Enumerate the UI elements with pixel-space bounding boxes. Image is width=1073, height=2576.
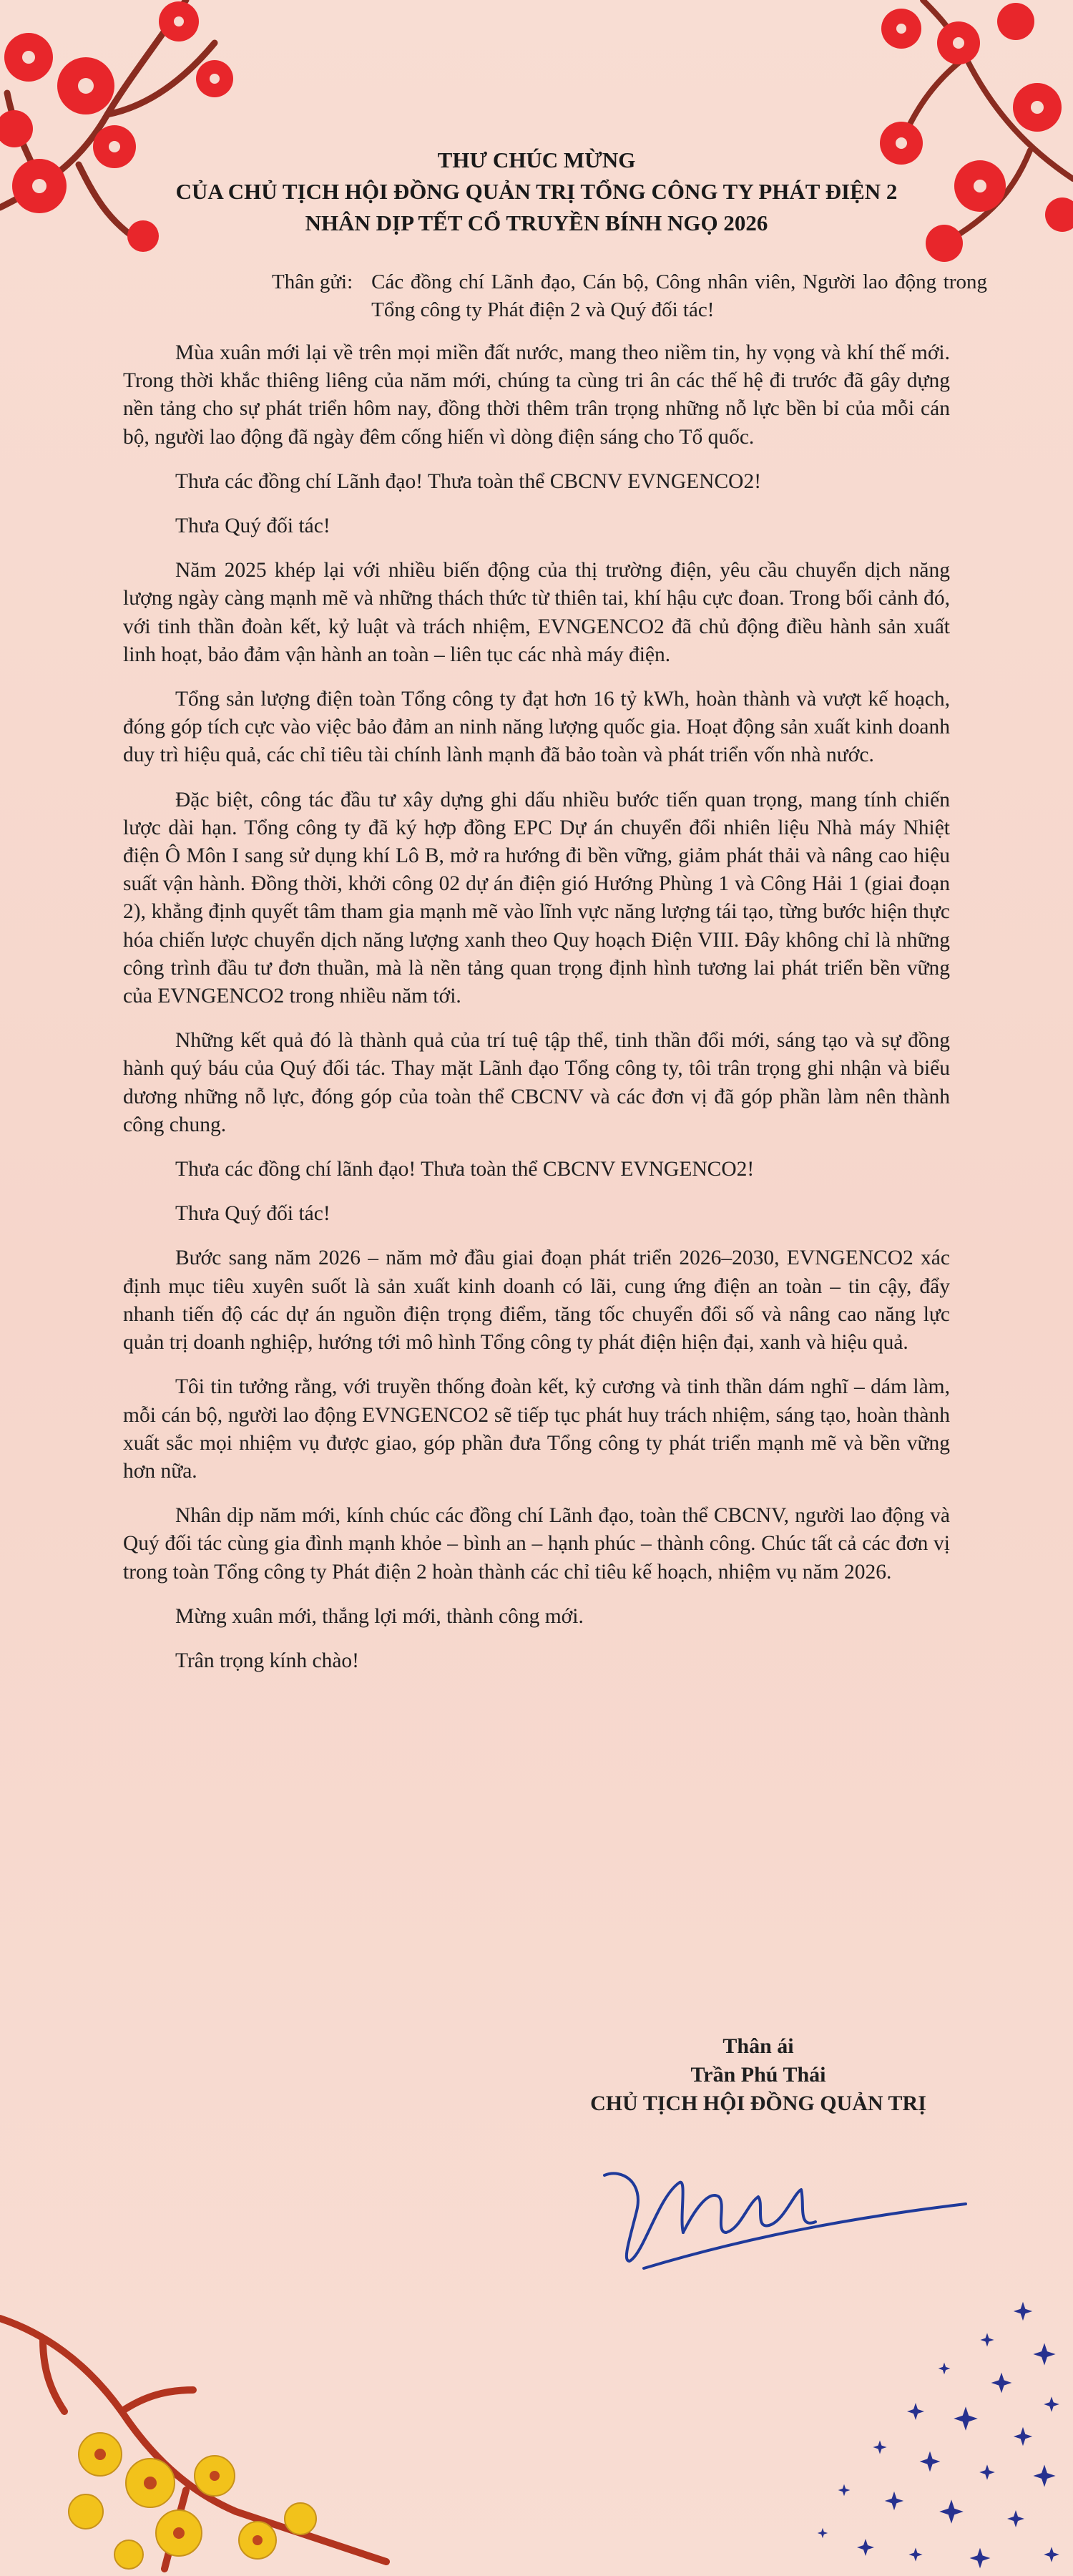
heading-subtitle-line-2: NHÂN DỊP TẾT CỔ TRUYỀN BÍNH NGỌ 2026: [305, 210, 768, 235]
letter-heading: [0, 145, 1073, 239]
plum-blossom-top-right-decoration: [858, 0, 1073, 286]
recipient-block: [272, 268, 987, 324]
apricot-blossom-bottom-left-decoration: [0, 2304, 401, 2576]
body-paragraph: Bước sang năm 2026 – năm mở đầu giai đoạn phát triển 2026–2030, EVNGENCO2 xác định mục tiêu xuyên suốt là sản xuất kinh doanh có lãi, cung ứng điện an toàn – tin cậy, đẩy nhanh tiến độ các dự án nguồn điện trọng điểm, tăng tốc chuyển đổi số và nâng cao năng lực quản trị doanh nghiệp, hướng tới mô hình Tổng công ty phát điện hiện đại, xanh và hiệu quả.: [123, 1246, 950, 1355]
handwritten-signature: [601, 2154, 973, 2275]
body-paragraph: Thưa các đồng chí Lãnh đạo! Thưa toàn thể CBCNV EVNGENCO2!: [175, 469, 762, 493]
body-paragraph: Mùa xuân mới lại về trên mọi miền đất nước, mang theo niềm tin, hy vọng và khí thế mới. Trong thời khắc thiêng liêng của năm mới, chúng ta cùng tri ân các thế hệ đi trước đã gây dựng nền tảng cho sự phát triển hôm nay, đồng thời thêm trân trọng những nỗ lực bền bỉ của mỗi cán bộ, người lao động đã ngày đêm cống hiến vì dòng điện sáng cho Tổ quốc.: [123, 341, 950, 449]
recipient-text: Các đồng chí Lãnh đạo, Cán bộ, Công nhân viên, Người lao động trong Tổng công ty Phát điện 2 và Quý đối tác!: [371, 270, 987, 321]
body-paragraph: Mừng xuân mới, thắng lợi mới, thành công mới.: [175, 1604, 584, 1628]
body-paragraph: Những kết quả đó là thành quả của trí tuệ tập thể, tinh thần đổi mới, sáng tạo và sự đồng hành quý báu của Quý đối tác. Thay mặt Lãnh đạo Tổng công ty, tôi trân trọng ghi nhận và biểu dương những nỗ lực, đóng góp của toàn thể CBCNV và các đơn vị đã góp phần làm nên thành công chung.: [123, 1029, 950, 1136]
stars-bottom-right-decoration: [787, 2283, 1073, 2576]
body-paragraph: Năm 2025 khép lại với nhiều biến động của thị trường điện, yêu cầu chuyển dịch năng lượng ngày càng mạnh mẽ và những thách thức từ thiên tai, khí hậu cực đoan. Trong bối cảnh đó, với tinh thần đoàn kết, kỷ luật và trách nhiệm, EVNGENCO2 đã chủ động điều hành sản xuất linh hoạt, bảo đảm vận hành an toàn – liên tục các nhà máy điện.: [123, 559, 950, 666]
letter-body: [123, 339, 950, 1692]
signature-closing: Thân ái: [722, 2034, 794, 2058]
heading-title: THƯ CHÚC MỪNG: [437, 147, 636, 172]
body-paragraph: Trân trọng kính chào!: [175, 1649, 360, 1672]
heading-subtitle-line-1: CỦA CHỦ TỊCH HỘI ĐỒNG QUẢN TRỊ TỔNG CÔNG TY PHÁT ĐIỆN 2: [175, 179, 898, 204]
body-paragraph: Thưa các đồng chí lãnh đạo! Thưa toàn thể CBCNV EVNGENCO2!: [175, 1158, 755, 1181]
body-paragraph: Tôi tin tưởng rằng, với truyền thống đoàn kết, kỷ cương và tinh thần dám nghĩ – dám làm, mỗi cán bộ, người lao động EVNGENCO2 sẽ tiếp tục phát huy trách nhiệm, sáng tạo, hoàn thành xuất sắc mọi nhiệm vụ được giao, góp phần đưa Tổng công ty phát triển mạnh mẽ và bền vững hơn nữa.: [123, 1375, 950, 1483]
body-paragraph: Thưa Quý đối tác!: [175, 514, 330, 538]
body-paragraph: Đặc biệt, công tác đầu tư xây dựng ghi dấu nhiều bước tiến quan trọng, mang tính chiến lược dài hạn. Tổng công ty đã ký hợp đồng EPC Dự án chuyển đổi nhiên liệu Nhà máy Nhiệt điện Ô Môn I sang sử dụng khí Lô B, mở ra hướng đi bền vững, giảm phát thải và nâng cao hiệu suất vận hành. Đồng thời, khởi công 02 dự án điện gió Hướng Phùng 1 và Công Hải 1 (giai đoạn 2), khẳng định quyết tâm tham gia mạnh mẽ vào lĩnh vực năng lượng tái tạo, từng bước hiện thực hóa chiến lược chuyển dịch năng lượng xanh theo Quy hoạch Điện VIII. Đây không chỉ là những công trình đầu tư đơn thuần, mà là nền tảng quan trọng định hình tương lai phát triển bền vững của EVNGENCO2 trong nhiều năm tới.: [123, 788, 950, 1008]
body-paragraph: Thưa Quý đối tác!: [175, 1202, 330, 1226]
recipient-label: Thân gửi:: [272, 270, 353, 293]
body-paragraph: Tổng sản lượng điện toàn Tổng công ty đạt hơn 16 tỷ kWh, hoàn thành và vượt kế hoạch, đóng góp tích cực vào việc bảo đảm an ninh năng lượng quốc gia. Hoạt động sản xuất kinh doanh duy trì hiệu quả, các chỉ tiêu tài chính lành mạnh đã bảo toàn và phát triển vốn nhà nước.: [123, 688, 950, 767]
signature-block: [544, 2032, 973, 2118]
signer-name: Trần Phú Thái: [690, 2063, 826, 2087]
signer-title: CHỦ TỊCH HỘI ĐỒNG QUẢN TRỊ: [590, 2092, 926, 2115]
body-paragraph: Nhân dịp năm mới, kính chúc các đồng chí Lãnh đạo, toàn thể CBCNV, người lao động và Quý đối tác cùng gia đình mạnh khỏe – bình an – hạnh phúc – thành công. Chúc tất cả các đơn vị trong toàn Tổng công ty Phát điện 2 hoàn thành các chỉ tiêu kế hoạch, nhiệm vụ năm 2026.: [123, 1504, 950, 1584]
